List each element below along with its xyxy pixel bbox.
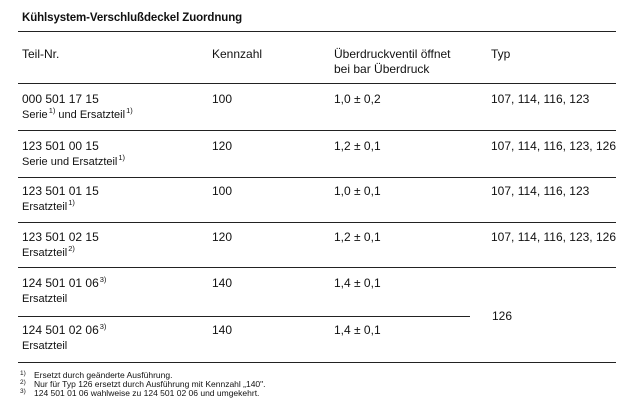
part-number-text: 124 501 01 06 (22, 276, 99, 290)
header-kennzahl: Kennzahl (212, 47, 263, 61)
header-teil-nr: Teil-Nr. (22, 47, 60, 61)
description-footnote: 1) (48, 106, 56, 115)
table-title: Kühlsystem-Verschlußdeckel Zuordnung (22, 12, 243, 24)
kennzahl-value: 140 (212, 323, 233, 337)
description-footnote-2: 1) (126, 106, 133, 115)
part-description (22, 339, 69, 354)
row-rule (18, 177, 616, 178)
part-description (22, 292, 69, 307)
kennzahl-value: 120 (212, 230, 233, 244)
description-text: Ersatzteil (22, 247, 68, 259)
kennzahl-value: 140 (212, 276, 233, 290)
footnote-mark: 3) (20, 388, 26, 395)
part-number (22, 276, 106, 291)
pressure-value: 1,0 ± 0,2 (334, 92, 381, 106)
footnote-text: Ersetzt durch geänderte Ausführung. (34, 370, 173, 380)
part-number-footnote: 3) (99, 275, 107, 284)
part-number (22, 323, 106, 338)
description-text: Serie (22, 109, 48, 121)
typ-value: 107, 114, 116, 123 (491, 184, 590, 198)
pressure-value: 1,2 ± 0,1 (334, 139, 381, 153)
footnote (20, 389, 259, 398)
description-text-2: und Ersatzteil (55, 109, 126, 121)
pressure-value: 1,4 ± 0,1 (334, 276, 381, 290)
shared-typ-value: 126 (492, 309, 513, 323)
description-text: Ersatzteil (22, 201, 68, 213)
description-text: Serie und Ersatzteil (22, 156, 118, 168)
footnote-mark: 2) (20, 379, 26, 386)
merge-rule (18, 316, 470, 317)
kennzahl-value: 100 (212, 92, 233, 106)
description-footnote: 1) (118, 153, 126, 162)
table-bottom-rule (18, 362, 616, 363)
part-number (22, 230, 100, 245)
description-footnote: 1) (68, 198, 75, 207)
kennzahl-value: 100 (212, 184, 233, 198)
part-number (22, 139, 100, 154)
part-number-text: 123 501 00 15 (22, 139, 99, 153)
description-footnote: 2) (68, 244, 75, 253)
part-description (22, 246, 76, 261)
part-number-text: 000 501 17 15 (22, 92, 99, 106)
typ-value: 107, 114, 116, 123, 126 (491, 139, 616, 153)
pressure-value: 1,0 ± 0,1 (334, 184, 381, 198)
header-typ: Typ (491, 47, 511, 61)
part-number-text: 124 501 02 06 (22, 323, 99, 337)
description-text: Ersatzteil (22, 340, 68, 352)
description-text: Ersatzteil (22, 293, 68, 305)
part-number-text: 123 501 02 15 (22, 230, 99, 244)
row-rule (18, 130, 616, 131)
pressure-value: 1,4 ± 0,1 (334, 323, 381, 337)
header-ueberdruck-line2: bei bar Überdruck (334, 62, 430, 76)
typ-value: 107, 114, 116, 123, 126 (491, 230, 616, 244)
kennzahl-value: 120 (212, 139, 233, 153)
part-description (22, 200, 76, 215)
part-number-footnote: 3) (99, 322, 107, 331)
footnote-text: Nur für Typ 126 ersetzt durch Ausführung mit Kennzahl „140". (34, 379, 266, 389)
part-description (22, 108, 133, 123)
header-ueberdruck-line1: Überdruckventil öffnet (334, 47, 451, 61)
typ-value: 107, 114, 116, 123 (491, 92, 590, 106)
header-rule (18, 83, 616, 84)
title-rule (18, 31, 616, 32)
footnote-mark: 1) (20, 370, 26, 377)
part-number (22, 92, 100, 107)
row-rule (18, 267, 616, 268)
footnote-text: 124 501 01 06 wahlweise zu 124 501 02 06 und umgekehrt. (34, 388, 260, 398)
row-rule (18, 222, 616, 223)
part-description (22, 155, 126, 170)
part-number (22, 184, 100, 199)
pressure-value: 1,2 ± 0,1 (334, 230, 381, 244)
part-number-text: 123 501 01 15 (22, 184, 99, 198)
